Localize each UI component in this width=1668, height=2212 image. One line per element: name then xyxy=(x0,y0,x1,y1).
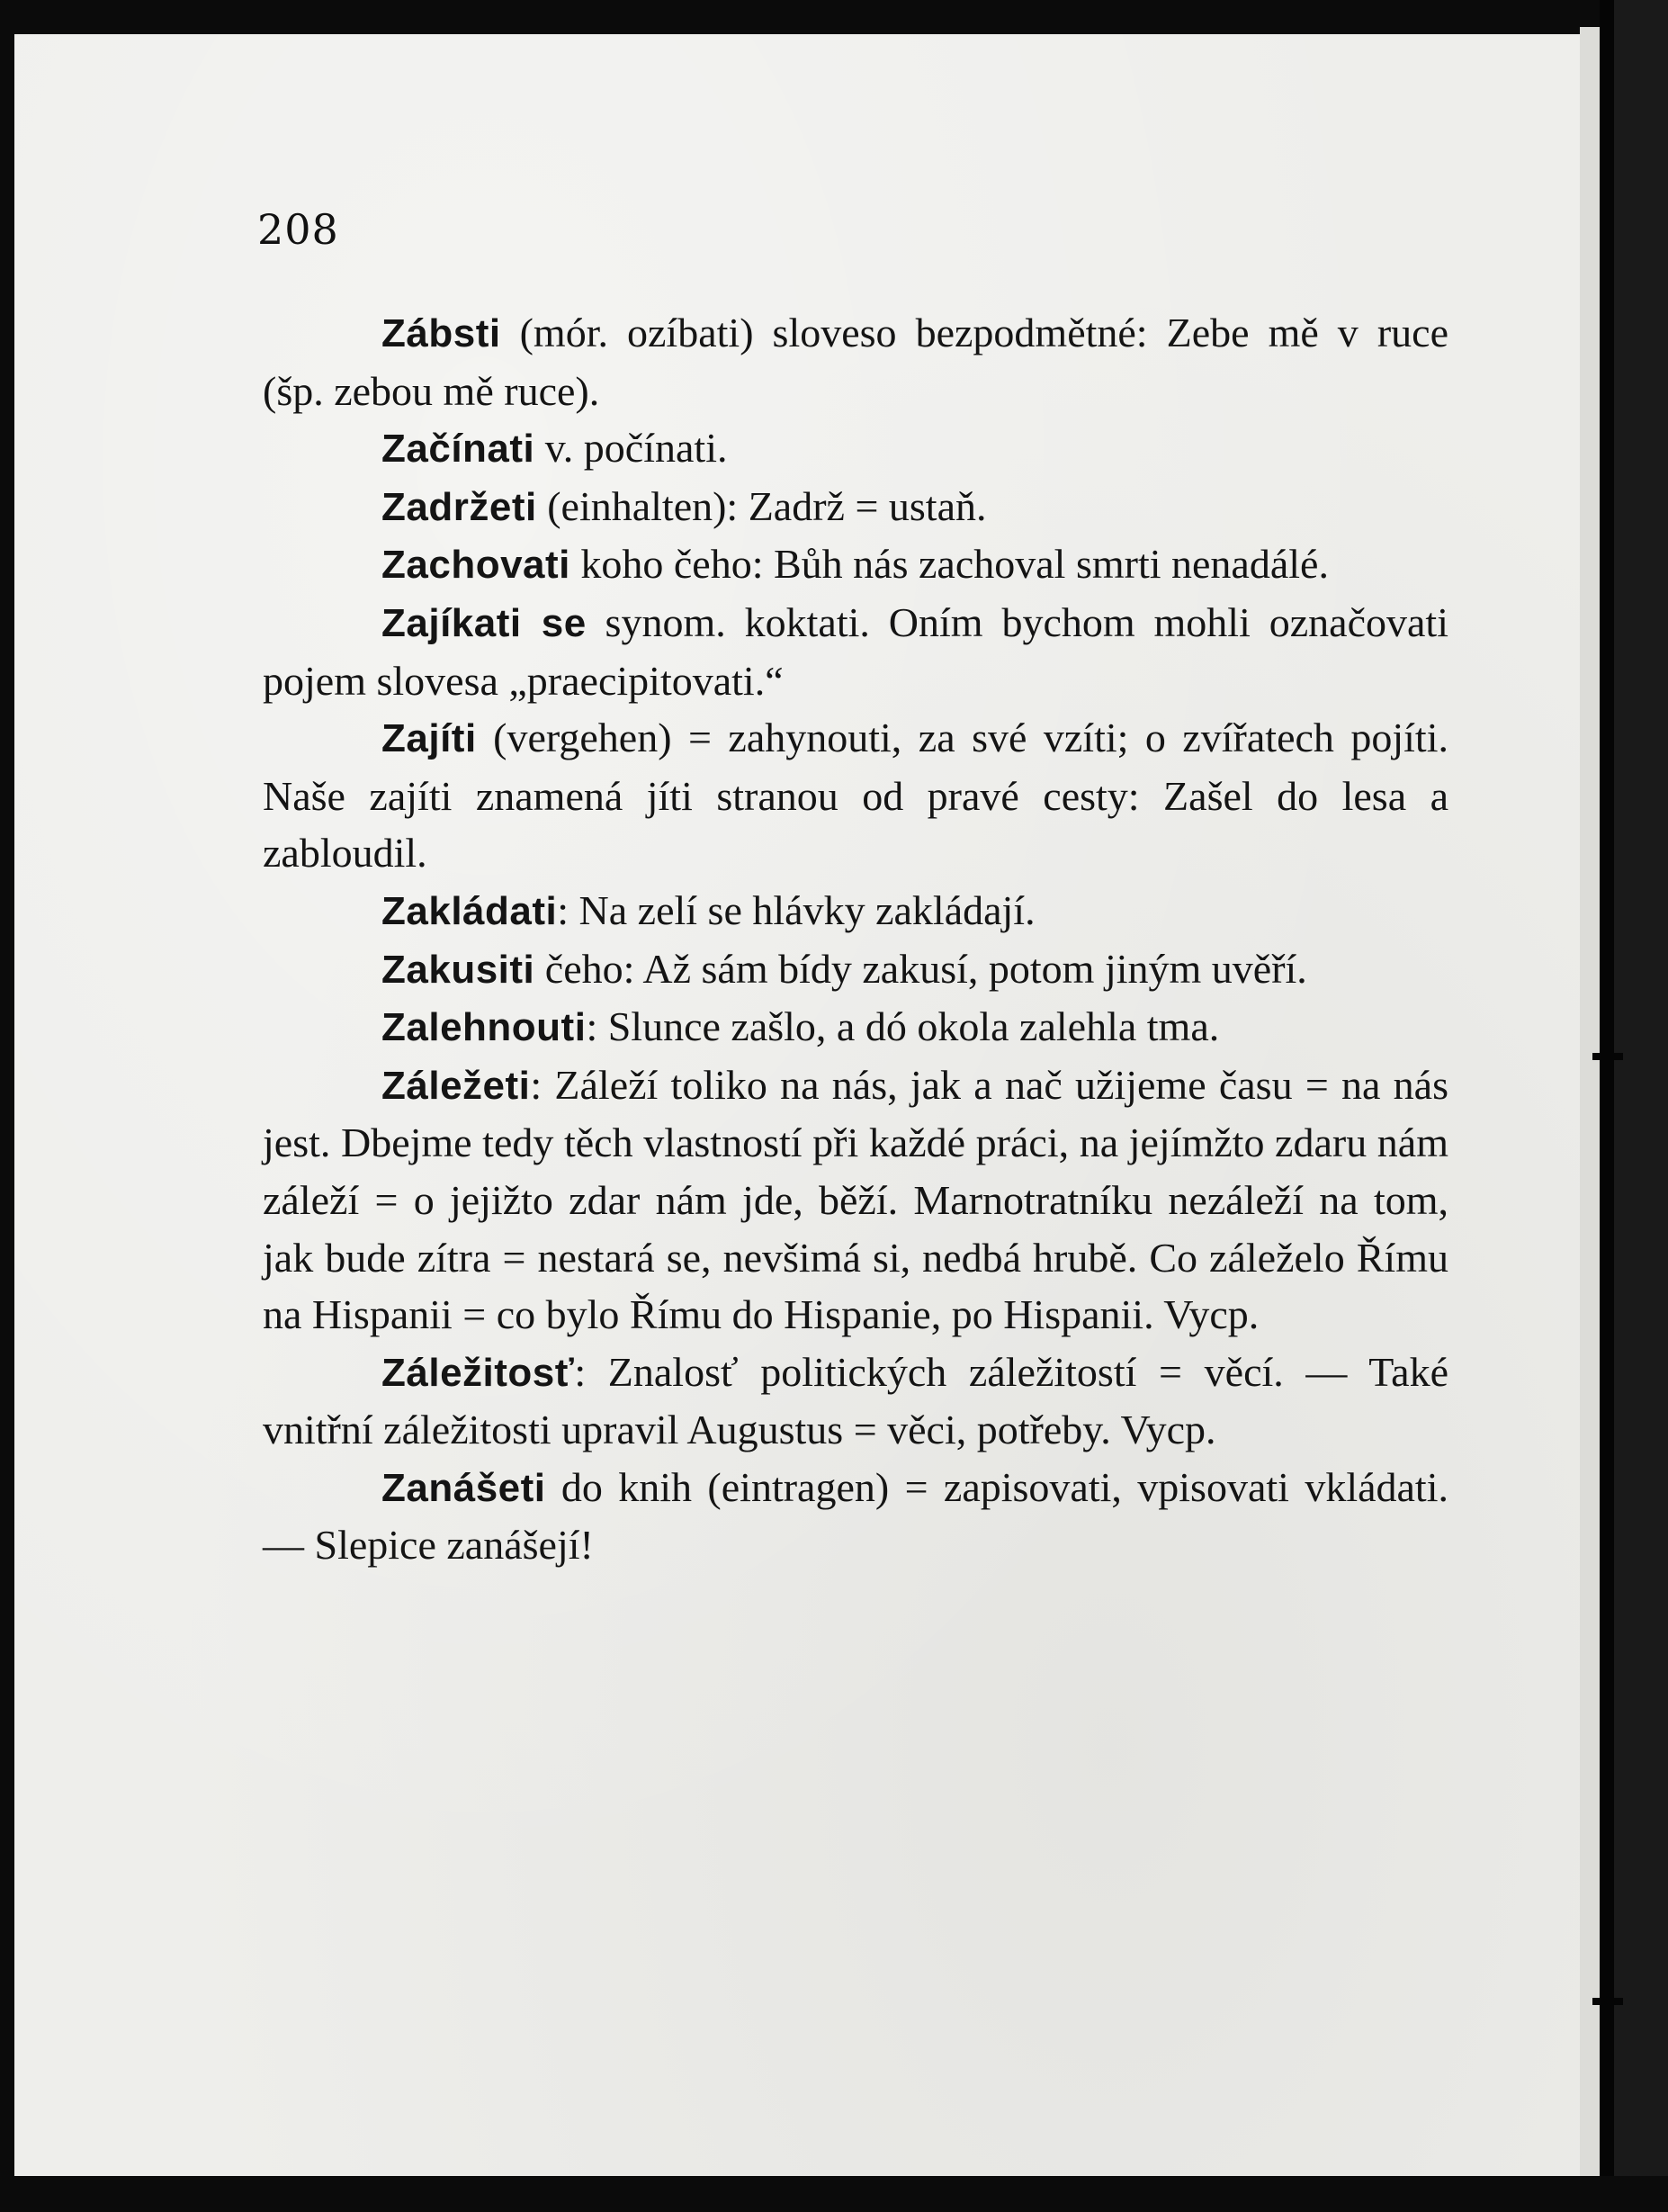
headword: Zajíti xyxy=(381,716,477,761)
binding-mark xyxy=(1592,1998,1623,2005)
entry xyxy=(263,940,1448,999)
entry xyxy=(263,478,1448,536)
entry-text: (vergehen) = zahynouti, za své vzíti; o zvířatech pojíti. Naše zajíti znamená jíti stranou od pravé cesty: Zašel do lesa a zabloudil. xyxy=(263,715,1448,877)
scan-border-left xyxy=(0,0,14,2212)
entry-text: : Záleží toliko na nás, jak a nač užijeme času = na nás jest. Dbejme tedy těch vlastností při každé práci, na jejímžto zdaru nám záleží = o jejižto zdar nám jde, běží. Marnotratníku nezáleží na tom, jak bude zítra = nestará se, nevšimá si, nedbá hrubě. Co záleželo Římu na Hispanii = co bylo Římu do Hispanie, po Hispanii. Vycp. xyxy=(263,1061,1448,1338)
headword: Začínati xyxy=(381,427,535,472)
headword: Zakládati xyxy=(381,888,558,933)
entry-text: (mór. ozíbati) sloveso bezpodmětné: Zebe mě v ruce (šp. zebou mě ruce). xyxy=(263,310,1448,414)
headword: Zalehnouti xyxy=(381,1005,587,1050)
headword: Zachovati xyxy=(381,543,570,588)
scan-border-right xyxy=(1614,0,1668,2212)
entry-text: čeho: Až sám bídy zakusí, potom jiným uvěří. xyxy=(534,945,1307,992)
entry xyxy=(263,1459,1448,1574)
headword: Zanášeti xyxy=(381,1465,546,1510)
headword: Zajíkati se xyxy=(381,600,587,645)
page-edge xyxy=(1580,27,1600,2187)
headword: Zábsti xyxy=(381,311,501,355)
headword: Záležeti xyxy=(381,1063,531,1108)
entry xyxy=(263,535,1448,594)
entry xyxy=(263,304,1448,419)
entry xyxy=(263,709,1448,882)
entry xyxy=(263,882,1448,940)
entry xyxy=(263,419,1448,478)
dictionary-text xyxy=(263,304,1448,1574)
entry-text: do knih (eintragen) = zapisovati, vpisovati vkládati. — Slepice zanášejí! xyxy=(263,1463,1448,1569)
entry-text: koho čeho: Bůh nás zachoval smrti nenadálé. xyxy=(569,541,1329,588)
entry-text: : Slunce zašlo, a dó okola zalehla tma. xyxy=(586,1003,1220,1050)
entry xyxy=(263,1344,1448,1459)
entry-text: : Na zelí se hlávky zakládají. xyxy=(557,886,1036,933)
entry-text: synom. koktati. Oním bychom mohli označovati pojem slovesa „praecipitovati.“ xyxy=(263,598,1448,704)
scan-border-bottom xyxy=(0,2176,1668,2212)
binding-strip xyxy=(1600,0,1614,2212)
entry xyxy=(263,998,1448,1057)
entry-text: (einhalten): Zadrž = ustaň. xyxy=(536,482,987,529)
entry xyxy=(263,594,1448,709)
headword: Zadržeti xyxy=(381,484,537,529)
binding-mark xyxy=(1592,1053,1623,1060)
page-number: 208 xyxy=(257,205,339,254)
headword: Záležitosť xyxy=(381,1350,575,1395)
entry xyxy=(263,1057,1448,1344)
headword: Zakusiti xyxy=(381,947,535,992)
entry-text: v. počínati. xyxy=(534,425,728,472)
entry-text: : Znalosť politických záležitostí = věcí. — Také vnitřní záležitosti upravil Augustus = věci, potřeby. Vycp. xyxy=(263,1348,1448,1453)
scan-border-top xyxy=(0,0,1668,36)
